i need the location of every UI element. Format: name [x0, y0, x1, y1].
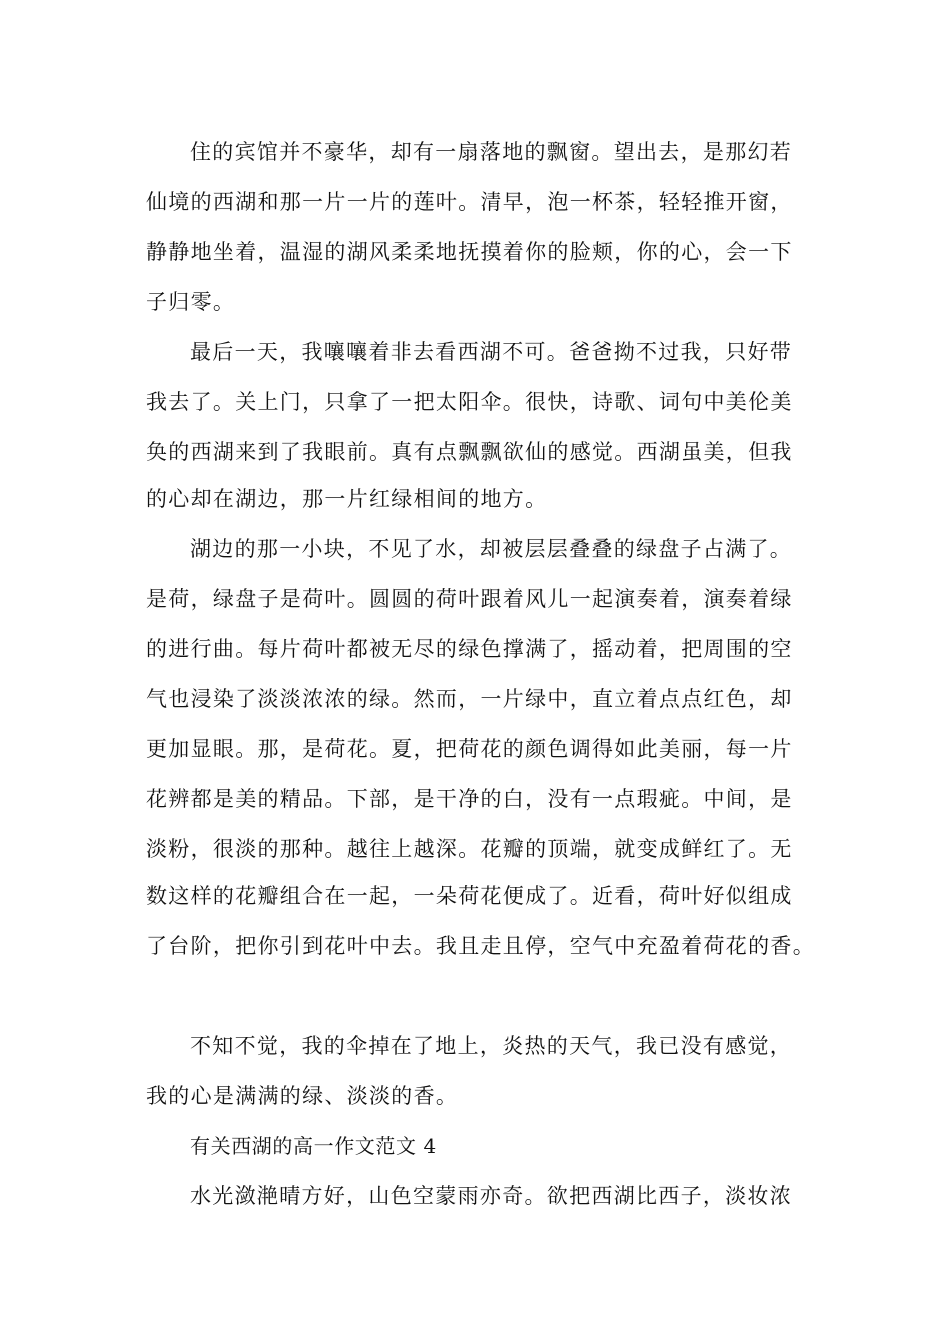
paragraph-3-line-5: 更加显眼。那，是荷花。夏，把荷花的颜色调得如此美丽，每一片 [146, 737, 793, 761]
paragraph-3-line-7: 淡粉，很淡的那种。越往上越深。花瓣的顶端，就变成鲜红了。无 [146, 837, 793, 861]
paragraph-3-line-3: 的进行曲。每片荷叶都被无尽的绿色撑满了，摇动着，把周围的空 [146, 637, 793, 661]
paragraph-1-line-4: 子归零。 [146, 290, 236, 314]
paragraph-3-line-9: 了台阶，把你引到花叶中去。我且走且停，空气中充盈着荷花的香。 [146, 934, 815, 958]
paragraph-1-line-3: 静静地坐着，温湿的湖风柔柔地抚摸着你的脸颊，你的心，会一下 [146, 240, 793, 264]
paragraph-4-line-2: 我的心是满满的绿、淡淡的香。 [146, 1084, 459, 1108]
paragraph-1-line-2: 仙境的西湖和那一片一片的莲叶。清早，泡一杯茶，轻轻推开窗， [146, 190, 793, 214]
paragraph-2-line-2: 我去了。关上门，只拿了一把太阳伞。很快，诗歌、词句中美伦美 [146, 390, 793, 414]
paragraph-3-line-4: 气也浸染了淡淡浓浓的绿。然而，一片绿中，直立着点点红色，却 [146, 687, 793, 711]
paragraph-5-line-1: 水光潋滟晴方好，山色空蒙雨亦奇。欲把西湖比西子，淡妆浓 [190, 1184, 793, 1208]
section-heading: 有关西湖的高一作文范文 4 [190, 1134, 437, 1158]
paragraph-3-line-1: 湖边的那一小块，不见了水，却被层层叠叠的绿盘子占满了。 [190, 537, 793, 561]
paragraph-3-line-8: 数这样的花瓣组合在一起，一朵荷花便成了。近看，荷叶好似组成 [146, 884, 793, 908]
paragraph-3-line-6: 花辨都是美的精品。下部，是干净的白，没有一点瑕疵。中间，是 [146, 787, 793, 811]
paragraph-2-line-3: 奂的西湖来到了我眼前。真有点飘飘欲仙的感觉。西湖虽美，但我 [146, 440, 793, 464]
paragraph-2-line-4: 的心却在湖边，那一片红绿相间的地方。 [146, 487, 548, 511]
paragraph-4-line-1: 不知不觉，我的伞掉在了地上，炎热的天气，我已没有感觉， [190, 1034, 793, 1058]
paragraph-3-line-2: 是荷，绿盘子是荷叶。圆圆的荷叶跟着风儿一起演奏着，演奏着绿 [146, 587, 793, 611]
paragraph-2-line-1: 最后一天，我嚷嚷着非去看西湖不可。爸爸拗不过我，只好带 [190, 340, 793, 364]
paragraph-1-line-1: 住的宾馆并不豪华，却有一扇落地的飘窗。望出去，是那幻若 [190, 140, 793, 164]
